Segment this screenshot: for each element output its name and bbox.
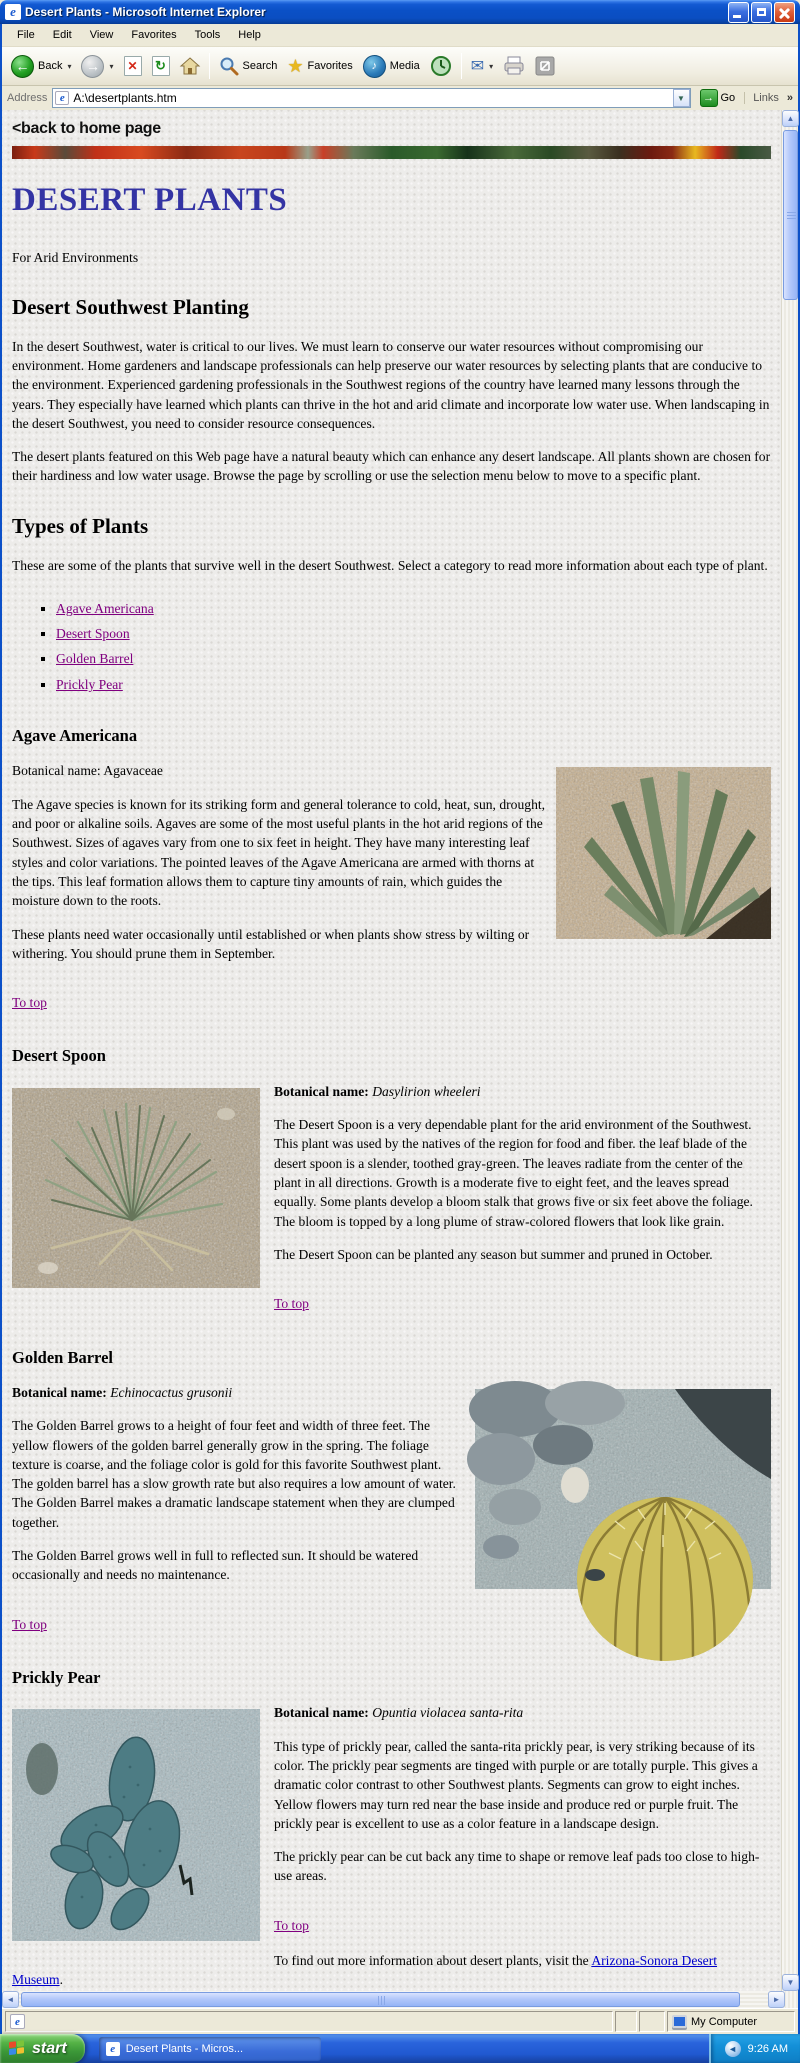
mail-button[interactable] — [466, 54, 498, 78]
edit-button[interactable] — [530, 54, 560, 78]
title-bar[interactable] — [0, 0, 800, 24]
to-top-link[interactable]: To top — [274, 1917, 309, 1933]
window-ie-icon: e — [5, 4, 21, 20]
prickly-pear-botanical: Botanical name: Opuntia violacea santa-rita — [274, 1705, 524, 1721]
desert-spoon-paragraph-2: The Desert Spoon can be planted any season but summer and pruned in October. — [274, 1246, 713, 1262]
history-icon — [430, 55, 452, 77]
page-title: DESERT PLANTS — [12, 181, 288, 218]
menu-tools[interactable]: Tools — [194, 29, 221, 41]
prickly-pear-heading: Prickly Pear — [12, 1667, 101, 1687]
plant-links-list — [12, 599, 771, 694]
forward-dropdown-icon[interactable]: ▾ — [109, 61, 114, 71]
mail-icon: ✉ — [470, 58, 485, 75]
close-button[interactable] — [774, 2, 795, 23]
page-icon: e — [55, 91, 69, 105]
search-button[interactable] — [214, 54, 283, 78]
refresh-icon: ↻ — [152, 56, 170, 76]
list-item — [56, 675, 771, 694]
menu-file[interactable]: File — [17, 29, 35, 41]
footer-line: To find out more information about desert plants, visit the Arizona-Sonora Desert Museum. — [12, 1953, 718, 1988]
desert-spoon-section — [12, 1082, 771, 1264]
list-item — [56, 624, 771, 643]
agave-paragraph-2: These plants need water occasionally until established or when plants show stress by wilting or withering. You should prune them in September. — [12, 926, 530, 961]
link-golden-barrel[interactable]: Golden Barrel — [56, 651, 134, 667]
hide-icons-chevron-icon[interactable]: ◄ — [725, 2041, 741, 2057]
vertical-scroll-thumb[interactable] — [783, 130, 798, 300]
links-label[interactable]: Links — [744, 92, 782, 104]
forward-icon: → — [81, 55, 104, 78]
intro-paragraph-1: In the desert Southwest, water is critical to our lives. We must learn to conserve our water resources without compromising our environment. Home gardeners and landscape professionals can help preserve our water resources by selecting plants that are conducive to the environment. Experienced gardening professionals in the Southwest regions of the country have learned many lessons through the years. They especially have learned which plants can thrive in the hot and arid climate and incorporate low water use. When landscaping in the desert Southwest, you need to consider resource consequences. — [12, 338, 770, 431]
print-icon — [503, 56, 525, 76]
to-top-link[interactable]: To top — [12, 995, 47, 1011]
arizona-sonora-museum-link[interactable]: Arizona-Sonora Desert Museum — [12, 1953, 718, 1988]
status-panel — [639, 2011, 665, 2032]
menu-view[interactable]: View — [89, 29, 114, 41]
prickly-pear-paragraph-2: The prickly pear can be cut back any time to shape or remove leaf pads too close to high-use areas. — [274, 1849, 760, 1884]
stop-button[interactable] — [119, 54, 147, 78]
golden-barrel-photo — [475, 1389, 771, 1594]
mail-dropdown-icon[interactable]: ▾ — [489, 61, 494, 71]
flower-banner-image — [12, 146, 771, 159]
desert-spoon-botanical: Botanical name: Dasylirion wheeleri — [274, 1083, 481, 1099]
favorites-star-icon: ★ — [287, 55, 304, 76]
media-label: Media — [389, 60, 420, 72]
home-button[interactable] — [175, 54, 205, 78]
horizontal-scroll-thumb[interactable] — [21, 1992, 740, 2007]
agave-heading: Agave Americana — [12, 726, 138, 746]
address-url[interactable]: A:\desertplants.htm — [73, 91, 177, 105]
my-computer-icon — [672, 2015, 687, 2028]
taskbar-window-button[interactable] — [99, 2037, 321, 2061]
status-bar — [2, 2008, 798, 2034]
scroll-right-button[interactable]: ► — [768, 1991, 785, 2008]
menu-help[interactable]: Help — [238, 29, 261, 41]
agave-section — [12, 761, 771, 963]
history-button[interactable] — [425, 53, 457, 79]
prickly-pear-section — [12, 1703, 771, 1885]
print-button[interactable] — [498, 54, 530, 78]
search-icon — [219, 56, 239, 76]
link-prickly-pear[interactable]: Prickly Pear — [56, 676, 123, 692]
status-panel — [615, 2011, 637, 2032]
to-top-link[interactable]: To top — [12, 1616, 47, 1632]
minimize-button[interactable] — [728, 2, 749, 23]
desert-spoon-paragraph-1: The Desert Spoon is a very dependable plant for the arid environment of the Southwest. This plant was used by the natives of the region for food and fiber. the leaf blade of the desert spoon is a slender, toothed gray-green. The leaves radiate from the center of the plant in all directions. Growth is a moderate five to eight feet, and the leaves spread equally. Some plants develop a bloom stalk that grows five or six feet above the foliage. The bloom is topped by a long plume of straw-colored flowers that look like grain. — [274, 1117, 753, 1229]
back-dropdown-icon[interactable]: ▾ — [67, 61, 72, 71]
address-label: Address — [7, 92, 48, 104]
status-main-panel — [5, 2011, 613, 2032]
web-page — [2, 110, 785, 1991]
to-top-link[interactable]: To top — [274, 1296, 309, 1312]
go-arrow-icon: → — [700, 89, 718, 107]
toolbar-separator — [461, 53, 462, 79]
status-zone-label: My Computer — [691, 2015, 758, 2028]
golden-barrel-heading: Golden Barrel — [12, 1347, 113, 1367]
clock: 9:26 AM — [747, 2042, 788, 2055]
links-chevron-icon[interactable]: » — [786, 92, 793, 104]
prickly-pear-paragraph-1: This type of prickly pear, called the santa-rita prickly pear, is very striking because of its color. The prickly pear segments are tinged with purple or are totally purple. This gives a dramatic color contrast to other Southwest plants. Segments can grow to eight inches. Yellow flowers may turn red near the base inside and produce red or purple fruit. The prickly pear is excellent to use as a color feature in a landscape design. — [274, 1738, 758, 1831]
golden-barrel-paragraph-2: The Golden Barrel grows well in full to reflected sun. It should be watered occasionally and needs no maintenance. — [12, 1548, 419, 1583]
intro-heading: Desert Southwest Planting — [12, 294, 249, 319]
scroll-left-button[interactable]: ◄ — [2, 1991, 19, 2008]
golden-barrel-paragraph-1: The Golden Barrel grows to a height of four feet and width of three feet. The yellow flowers of the golden barrel generally grow in the spring. The foliage texture is coarse, and the foliage color is gold for this favorite Southwest plant. The golden barrel has a slow growth rate but also requires a low amount of water. The Golden Barrel makes a dramatic landscape statement when they are clumped together. — [12, 1418, 456, 1530]
desert-spoon-photo — [12, 1088, 260, 1293]
scroll-down-button[interactable]: ▼ — [782, 1974, 799, 1991]
edit-icon — [535, 56, 555, 76]
types-text: These are some of the plants that survive well in the desert Southwest. Select a category to read more information about each type of plant. — [12, 557, 768, 573]
back-button[interactable] — [6, 53, 76, 80]
start-button[interactable] — [0, 2034, 85, 2063]
list-item — [56, 599, 771, 618]
agave-photo — [556, 767, 771, 944]
golden-barrel-section — [12, 1383, 771, 1585]
back-label: Back — [38, 60, 63, 72]
types-heading: Types of Plants — [12, 513, 149, 538]
refresh-button[interactable] — [147, 54, 175, 78]
stop-icon: ✕ — [124, 56, 142, 76]
toolbar-separator — [209, 53, 210, 79]
favorites-button[interactable] — [282, 54, 357, 79]
go-label: Go — [720, 92, 736, 104]
back-to-home-link[interactable]: <back to home page — [12, 120, 161, 137]
favorites-label: Favorites — [307, 60, 353, 72]
status-ie-icon: e — [10, 2014, 25, 2029]
home-icon — [180, 56, 200, 76]
browser-viewport — [2, 110, 798, 2008]
media-icon: ♪ — [363, 55, 386, 78]
taskbar — [0, 2034, 800, 2063]
prickly-pear-photo — [12, 1709, 260, 1946]
standard-toolbar — [2, 47, 798, 86]
window-title: Desert Plants - Microsoft Internet Explorer — [25, 5, 266, 19]
link-agave-americana[interactable]: Agave Americana — [56, 600, 154, 616]
taskbar-window-label: Desert Plants - Micros... — [125, 2042, 244, 2055]
agave-botanical: Botanical name: Agavaceae — [12, 763, 163, 779]
scroll-up-button[interactable]: ▲ — [782, 110, 799, 127]
go-button[interactable] — [696, 89, 740, 107]
address-bar — [2, 86, 798, 110]
page-subtitle: For Arid Environments — [12, 249, 139, 265]
link-desert-spoon[interactable]: Desert Spoon — [56, 626, 130, 642]
desert-spoon-heading: Desert Spoon — [12, 1046, 106, 1066]
media-button[interactable] — [358, 53, 425, 80]
forward-button[interactable] — [76, 53, 118, 80]
address-dropdown-button[interactable]: ▼ — [673, 89, 690, 107]
menu-favorites[interactable]: Favorites — [131, 29, 177, 41]
system-tray — [709, 2034, 800, 2063]
menu-bar — [2, 24, 798, 47]
golden-barrel-botanical: Botanical name: Echinocactus grusonii — [12, 1384, 233, 1400]
address-input[interactable] — [52, 88, 690, 108]
horizontal-scroll-track[interactable] — [19, 1991, 768, 2008]
back-icon: ← — [11, 55, 34, 78]
vertical-scrollbar[interactable] — [781, 110, 798, 2008]
menu-edit[interactable]: Edit — [52, 29, 72, 41]
horizontal-scrollbar[interactable] — [2, 1991, 785, 2008]
intro-paragraph-2: The desert plants featured on this Web page have a natural beauty which can enhance any desert landscape. All plants shown are chosen for their hardiness and low water usage. Browse the page by scrolling or use the selection menu below to move to a specific plant. — [12, 449, 771, 484]
taskbar-ie-icon: e — [106, 2042, 120, 2056]
search-label: Search — [242, 60, 278, 72]
agave-paragraph-1: The Agave species is known for its striking form and general tolerance to cold, heat, sun, drought, and poor or alkaline soils. Agaves are some of the most useful plants in the hot arid regions of the Southwest. Sizes of agaves vary from one to six feet in height. They have many interesting leaf styles and color variations. The pointed leaves of the Agave Americana are armed with thorns at the tips. This leaf formation allows them to capture tiny amounts of rain, which guides the moisture down to the roots. — [12, 796, 546, 909]
windows-logo-icon — [9, 2040, 26, 2057]
list-item — [56, 649, 771, 668]
status-zone-panel — [667, 2011, 795, 2032]
restore-button[interactable] — [751, 2, 772, 23]
start-label: start — [32, 2039, 67, 2057]
